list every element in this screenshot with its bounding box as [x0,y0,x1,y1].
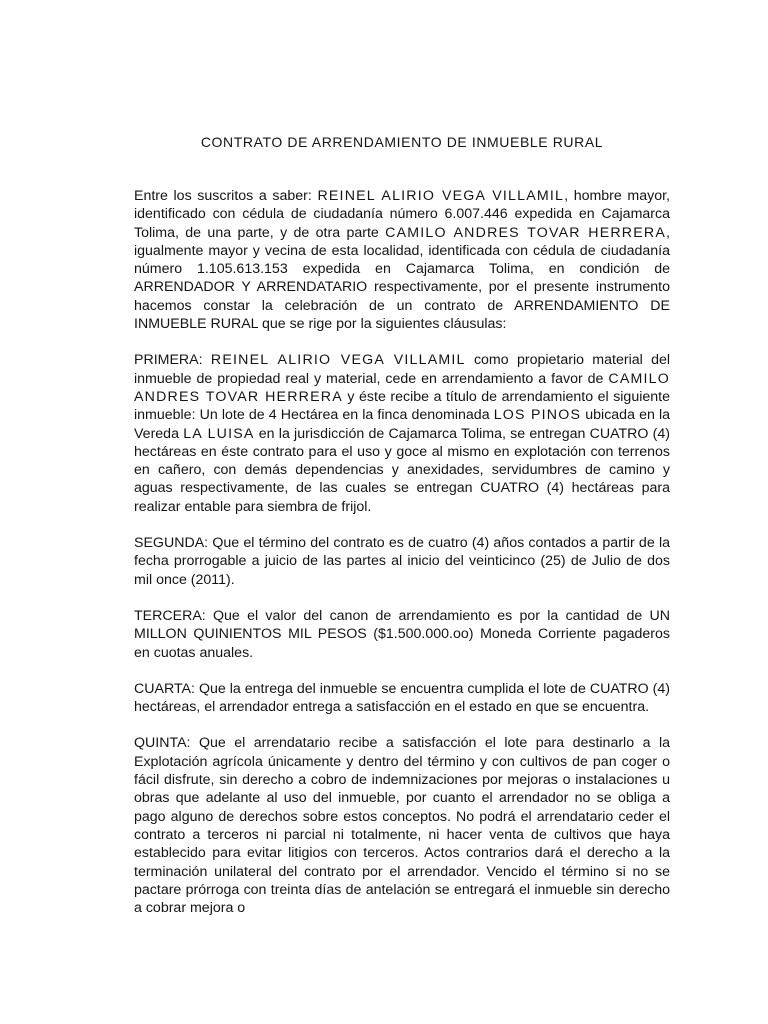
clause-segunda: SEGUNDA: Que el término del contrato es de cuatro (4) años contados a partir de la fecha prorrogable a juicio de las partes al inicio del veinticinco (25) de Julio de dos mil once (2011). [134,535,670,588]
clause-tercera: TERCERA: Que el valor del canon de arrendamiento es por la cantidad de UN MILLON QUINIENTOS MIL PESOS ($1.500.000.oo) Moneda Corriente pagaderos en cuotas anuales. [134,607,670,661]
primera-text-3: y éste recibe a título de arrendamiento el siguiente inmueble: Un lote de 4 Hectárea en la finca denominada [134,388,670,424]
intro-arrendatario-name: CAMILO ANDRES TOVAR HERRERA [385,224,667,241]
primera-arrendador-name: REINEL ALIRIO VEGA VILLAMIL [210,352,466,369]
intro-text-3: , igualmente mayor y vecina de esta localidad, identificada con cédula de ciudadanía número 1.105.613.153 expedida en Cajamarca Tolima, en condición de ARRENDADOR Y ARRENDATARIO respectivamente, por el presente instrumento hacemos constar la celebración de un contrato de ARRENDAMIENTO DE INMUEBLE RURAL que se rige por la siguientes cláusulas: [134,224,670,333]
clause-quinta: QUINTA: Que el arrendatario recibe a satisfacción el lote para destinarlo a la Explotación agrícola únicamente y dentro del término y con cultivos de pan coger o fácil disfrute, sin derecho a cobro de indemnizaciones por mejoras o instalaciones u obras que adelante al uso del inmueble, por cuanto el arrendador no se obliga a pago alguno de derechos sobre estos conceptos. No podrá el arrendatario ceder el contrato a terceros ni parcial ni totalmente, ni hacer venta de cultivos que haya establecido para evitar litigios con terceros. Actos contrarios dará el derecho a la terminación unilateral del contrato por el arrendador. Vencido el término si no se pactare prórroga con treinta días de antelación se entregará el inmueble sin derecho a cobrar mejora o [134,735,670,917]
clause-cuarta: CUARTA: Que la entrega del inmueble se encuentra cumplida el lote de CUATRO (4) hectáreas, el arrendador entrega a satisfacción en el estado en que se encuentra. [134,680,670,716]
document-title: CONTRATO DE ARRENDAMIENTO DE INMUEBLE RURAL [200,134,604,150]
primera-text-1: PRIMERA: [134,352,211,369]
primera-text-4: ubicada en la Vereda [134,407,670,442]
intro-text-1: Entre los suscritos a saber: [134,188,318,204]
intro-text-2: , hombre mayor, identificado con cédula de ciudadanía número 6.007.446 expedida en Cajamarca Tolima, de una parte, y de otra parte [134,188,670,241]
primera-vereda-name: LA LUISA [183,425,255,442]
clause-primera [134,351,670,516]
primera-finca-name: LOS PINOS [493,407,582,424]
primera-text-5: en la jurisdicción de Cajamarca Tolima, se entregan CUATRO (4) hectáreas en éste contrato para el uso y goce al mismo en explotación con terrenos en cañero, con demás dependencias y anexidades, servidumbres de camino y aguas respectivamente, de las cuales se entregan CUATRO (4) hectáreas para realizar entable para siembra de frijol. [134,425,670,515]
intro-arrendador-name: REINEL ALIRIO VEGA VILLAMIL [317,188,565,204]
primera-text-2: como propietario material del inmueble de propiedad real y material, cede en arrendamiento a favor de [134,352,671,387]
primera-arrendatario-name: CAMILO ANDRES TOVAR HERRERA [134,370,670,405]
intro-paragraph [134,187,670,333]
